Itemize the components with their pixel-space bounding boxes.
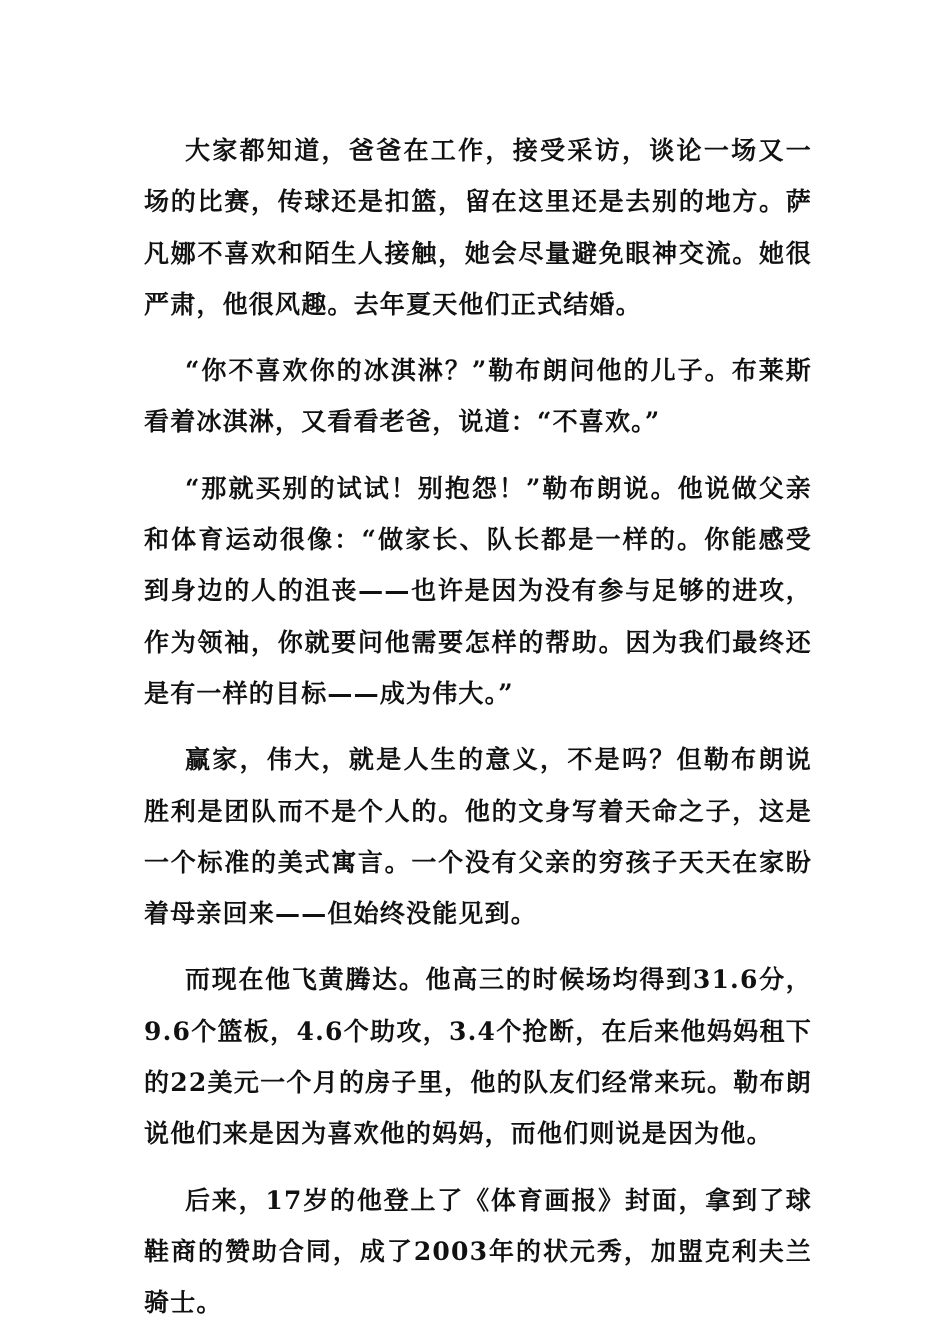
article-body — [144, 125, 812, 1329]
paragraph-3: “那就买别的试试！别抱怨！”勒布朗说。他说做父亲和体育运动很像：“做家长、队长都是一样的。你能感受到身边的人的沮丧——也许是因为没有参与足够的进攻，作为领袖，你就要问他需要怎样的帮助。因为我们最终还是有一样的目标——成为伟大。” — [144, 473, 812, 708]
paragraph-4: 赢家，伟大，就是人生的意义，不是吗？但勒布朗说胜利是团队而不是个人的。他的文身写着天命之子，这是一个标准的美式寓言。一个没有父亲的穷孩子天天在家盼着母亲回来——但始终没能见到。 — [144, 745, 812, 929]
paragraph-2: “你不喜欢你的冰淇淋？”勒布朗问他的儿子。布莱斯看着冰淇淋，又看看老爸，说道：“不喜欢。” — [144, 356, 812, 437]
paragraph-6: 后来，17岁的他登上了《体育画报》封面，拿到了球鞋商的赞助合同，成了2003年的状元秀，加盟克利夫兰骑士。 — [144, 1185, 812, 1318]
paragraph-5: 而现在他飞黄腾达。他高三的时候场均得到31.6分，9.6个篮板，4.6个助攻，3.4个抢断，在后来他妈妈租下的22美元一个月的房子里，他的队友们经常来玩。勒布朗说他们来是因为喜欢他的妈妈，而他们则说是因为他。 — [144, 965, 812, 1149]
paragraph-1: 大家都知道，爸爸在工作，接受采访，谈论一场又一场的比赛，传球还是扣篮，留在这里还是去别的地方。萨凡娜不喜欢和陌生人接触，她会尽量避免眼神交流。她很严肃，他很风趣。去年夏天他们正式结婚。 — [144, 136, 812, 319]
